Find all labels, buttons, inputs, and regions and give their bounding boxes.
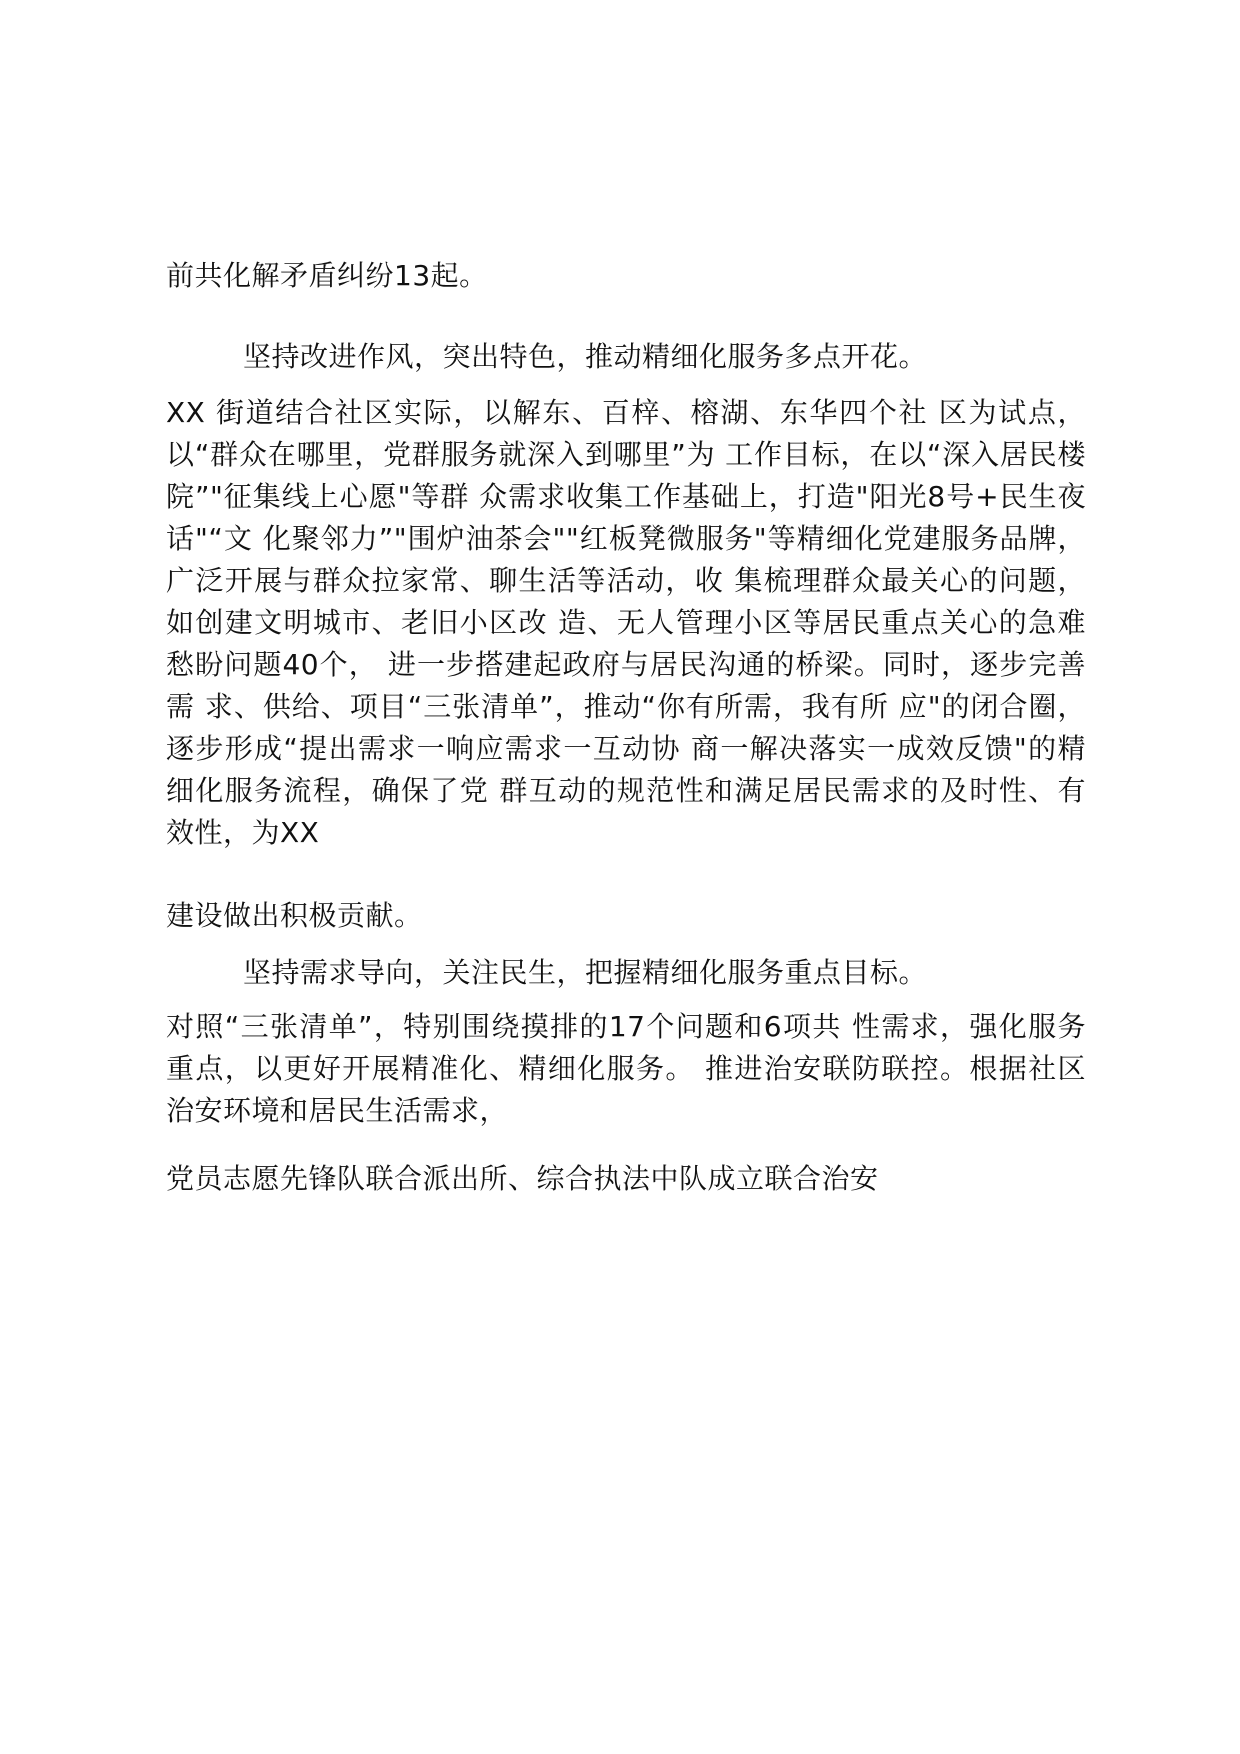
heading-demand-oriented: 坚持需求导向，关注民生，把握精细化服务重点目标。 — [243, 956, 928, 989]
paragraph-volunteer-team: 党员志愿先锋队联合派出所、综合执法中队成立联合治安 — [166, 1162, 879, 1195]
paragraph-three-lists: 对照“三张清单”，特别围绕摸排的17个问题和6项共 性需求，强化服务重点，以更好开展精准化、精细化服务。 推进治安联防联控。根据社区治安环境和居民生活需求， — [166, 1010, 1086, 1127]
paragraph-contribution: 建设做出积极贡献。 — [166, 899, 423, 932]
heading-improve-work-style: 坚持改进作风，突出特色，推动精细化服务多点开花。 — [243, 340, 928, 373]
paragraph-dispute-resolution: 前共化解矛盾纠纷13起。 — [166, 259, 488, 292]
paragraph-street-pilot-services: XX 街道结合社区实际，以解东、百梓、榕湖、东华四个社 区为试点，以“群众在哪里，党群服务就深入到哪里”为 工作目标，在以“深入居民楼院”"征集线上心愿"等群 众需求收集工作基础上，打造"阳光8号+民生夜话"“文 化聚邻力”"围炉油茶会""红板凳微服务"等精细化党建服务品牌，广泛开展与群众拉家常、聊生活等活动，收 集梳理群众最关心的问题，如创建文明城市、老旧小区改 造、无人管理小区等居民重点关心的急难愁盼问题40个， 进一步搭建起政府与居民沟通的桥梁。同时，逐步完善需 求、供给、项目“三张清单”，推动“你有所需，我有所 应"的闭合圈，逐步形成“提出需求一响应需求一互动协 商一解决落实一成效反馈"的精细化服务流程，确保了党 群互动的规范性和满足居民需求的及时性、有效性，为XX — [166, 396, 1086, 849]
